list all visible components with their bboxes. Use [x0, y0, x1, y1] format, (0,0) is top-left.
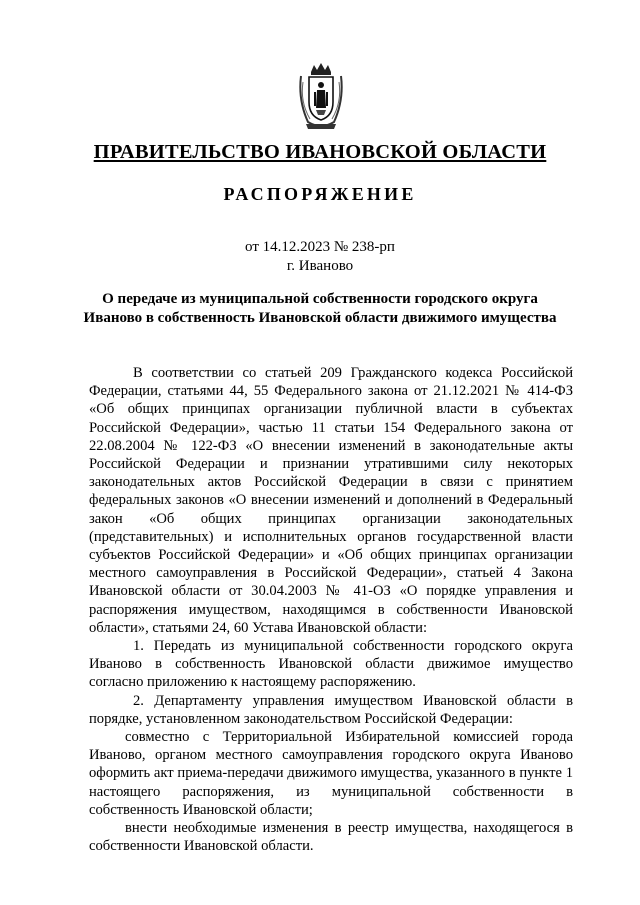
document-type: РАСПОРЯЖЕНИЕ — [223, 184, 417, 204]
ivanovo-coat-of-arms-icon — [296, 62, 346, 132]
government-title: ПРАВИТЕЛЬСТВО ИВАНОВСКОЙ ОБЛАСТИ — [93, 141, 547, 163]
item-2-paragraph: 2. Департаменту управления имуществом Ивановской области в порядке, установленном законодательством Российской Федерации: — [89, 692, 573, 727]
preamble-paragraph: В соответствии со статьей 209 Гражданского кодекса Российской Федерации, статьями 44, 55 Федерального закона от 21.12.2021 № 414-ФЗ «Об общих принципах организации публичной власти в субъектах Российской Федерации», частью 11 статьи 154 Федерального закона от 22.08.2004 № 122-ФЗ «О внесении изменений в законодательные акты Российской Федерации и признании утратившими силу некоторых законодательных актов Российской Федерации в связи с принятием федеральных законов «О внесении изменений и дополнений в Федеральный закон «Об общих принципах организации законодательных (представительных) и исполнительных органов государственной власти субъектов Российской Федерации» и «Об общих принципах организации местного самоуправления в Российской Федерации», статьей 4 Закона Ивановской области от 30.04.2003 № 41-ОЗ «О порядке управления и распоряжения имуществом, находящимся в собственности Ивановской области», статьями 24, 60 Устава Ивановской области: — [89, 365, 573, 636]
city: г. Иваново — [286, 258, 354, 274]
subject-line-1: О передаче из муниципальной собственности городского округа — [102, 291, 538, 307]
date-number: от 14.12.2023 № 238-рп — [245, 239, 395, 255]
item-2a-paragraph: совместно с Территориальной Избирательной комиссией города Иваново, органом местного самоуправления городского округа Иваново оформить акт приема-передачи движимого имущества, указанного в пункте 1 настоящего распоряжения, из муниципальной собственности в собственность Ивановской области; — [89, 729, 573, 818]
document-meta — [0, 238, 640, 276]
document-body — [89, 364, 573, 855]
item-1-paragraph: 1. Передать из муниципальной собственности городского округа Иваново в собственность Ивановской области движимое имущество согласно приложению к настоящему распоряжению. — [89, 638, 573, 691]
subject-line-2: Иваново в собственность Ивановской области движимого имущества — [83, 310, 557, 326]
document-subject — [60, 290, 580, 328]
item-2b-paragraph: внести необходимые изменения в реестр имущества, находящегося в собственности Ивановской области. — [89, 820, 573, 855]
